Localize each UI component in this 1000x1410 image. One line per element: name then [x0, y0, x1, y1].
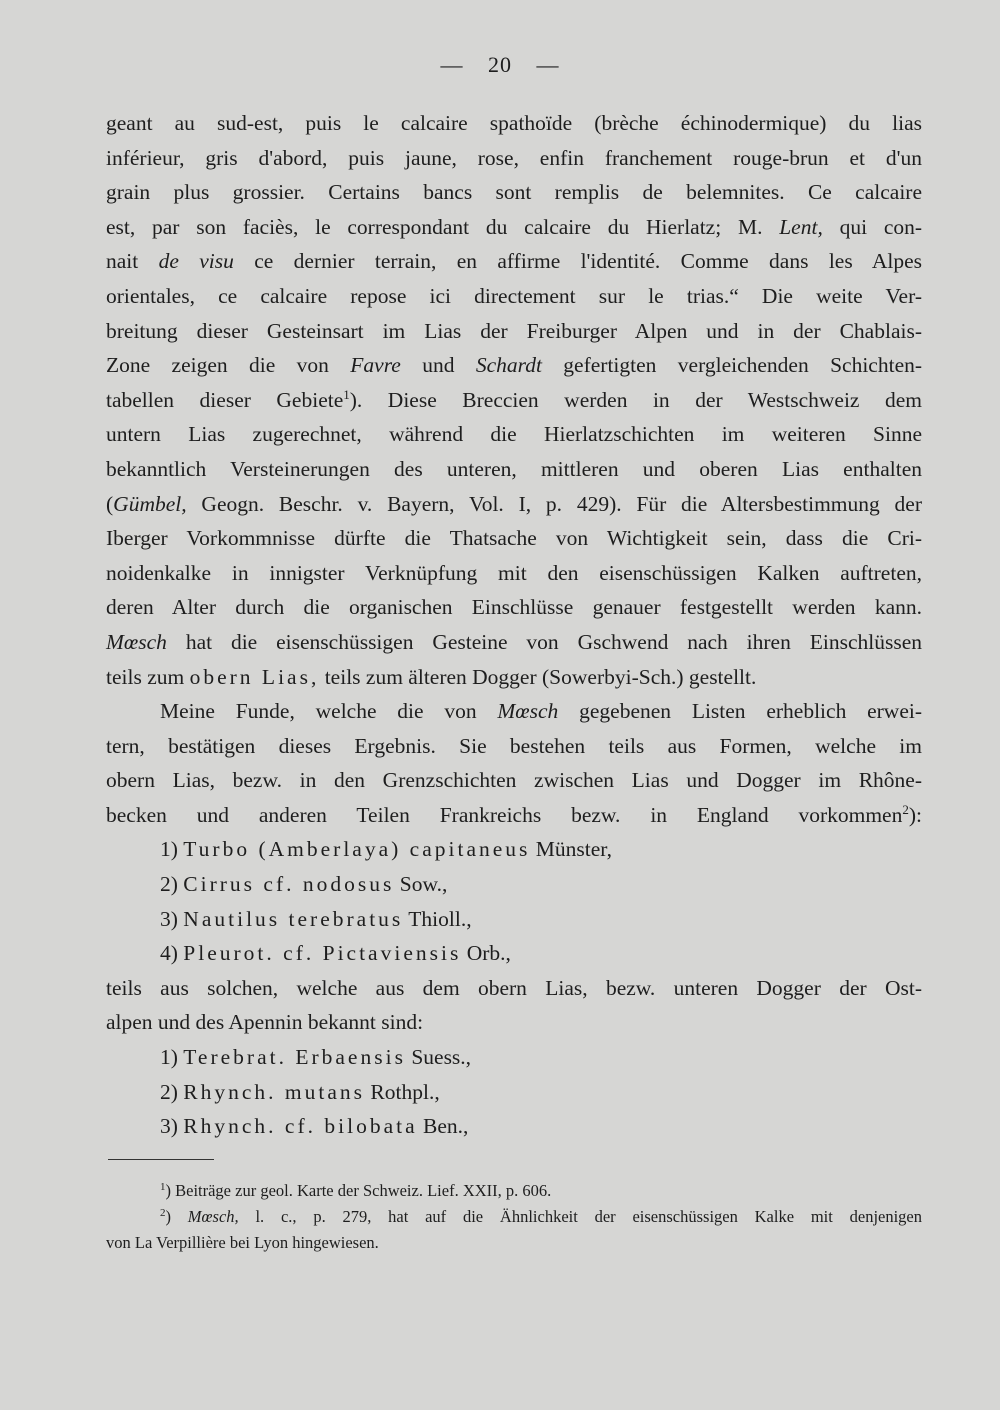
footnote-text: ) Beiträge zur geol. Karte der Schweiz. Lief. XXII, p. 606. — [165, 1181, 552, 1200]
species-author: Ben., — [423, 1114, 469, 1139]
footnote-text: l. c., p. 279, hat auf die Ähnlichkeit der eisenschüssigen Kalke mit denjenigen — [255, 1207, 923, 1226]
species-author: Rothpl., — [370, 1079, 440, 1104]
list-number: 2) — [160, 1079, 178, 1104]
text-run: Meine Funde, welche die von — [160, 699, 477, 724]
text-line: inférieur, gris d'abord, puis jaune, rose, enfin franchement rouge-brun et d'un — [106, 145, 922, 170]
species-name: Terebrat. Erbaensis — [183, 1045, 406, 1070]
footnotes — [106, 1178, 922, 1256]
text-run: gegebenen Listen erheblich erwei- — [579, 699, 923, 724]
text-run: hat die eisenschüssigen Gesteine von Gschwend nach ihren Einschlüssen — [185, 629, 923, 654]
list-item — [106, 936, 922, 971]
text-line: teils aus solchen, welche aus dem obern Lias, bezw. unteren Dogger der Ost- — [106, 975, 922, 1000]
text-line — [106, 244, 922, 279]
text-run: und — [422, 353, 455, 378]
list-item — [106, 1040, 922, 1075]
text-line: untern Lias zugerechnet, während die Hierlatzschichten im weiteren Sinne — [106, 422, 922, 447]
text-line: geant au sud-est, puis le calcaire spathoïde (brèche échinodermique) du lias — [106, 111, 922, 135]
text-run: ( — [106, 491, 114, 516]
page-number: 20 — [488, 52, 512, 77]
list-number: 2) — [160, 872, 178, 897]
text-run: ce dernier terrain, en affirme l'identité. Comme dans les Alpes — [254, 249, 923, 274]
author-name: Schardt — [475, 353, 542, 378]
text-line — [106, 625, 922, 660]
text-line — [106, 383, 922, 418]
text-line: alpen und des Apennin bekannt sind: — [106, 1010, 424, 1035]
footnote-ref: 1 — [343, 386, 350, 402]
list-item — [106, 867, 922, 902]
text-line: bekanntlich Versteinerungen des unteren, mittleren und oberen Lias enthalten — [106, 456, 922, 481]
species-name: Pleurot. cf. Pictaviensis — [183, 941, 462, 966]
list-number: 4) — [160, 941, 178, 966]
text-run: qui con- — [839, 214, 923, 239]
spaced-term: obern Lias, — [189, 664, 320, 689]
footnote-continuation: von La Verpillière bei Lyon hingewiesen. — [106, 1233, 379, 1252]
species-name: Rhynch. cf. bilobata — [183, 1114, 418, 1139]
author-name: Mœsch — [106, 629, 167, 654]
text-run: ). Diese Breccien werden in der Westschweiz dem — [349, 387, 922, 412]
text-run: Geogn. Beschr. v. Bayern, Vol. I, p. 429). Für die Altersbestimmung der — [201, 491, 923, 516]
species-author: Orb., — [466, 941, 511, 966]
text-line: obern Lias, bezw. in den Grenzschichten zwischen Lias und Dogger im Rhône- — [106, 768, 922, 793]
text-run: ): — [908, 802, 922, 827]
species-name: Cirrus cf. nodosus — [183, 872, 395, 897]
list-item — [106, 832, 922, 867]
text-run: teils zum älteren Dogger (Sowerbyi-Sch.) gestellt. — [324, 664, 757, 689]
text-run: gefertigten vergleichenden Schichten- — [563, 353, 923, 378]
author-name: Favre — [350, 353, 401, 378]
author-name: Mœsch, — [187, 1207, 239, 1226]
text-run: teils zum — [106, 664, 185, 689]
page-header — [0, 52, 1000, 78]
author-name: Lent, — [779, 214, 823, 239]
text-line: deren Alter durch die organischen Einschlüsse genauer festgestellt werden kann. — [106, 595, 922, 620]
text-run: tabellen dieser Gebiete — [106, 387, 344, 412]
footnote-marker: 2 — [160, 1207, 166, 1219]
header-dash-right: — — [536, 52, 560, 77]
species-author: Münster, — [535, 837, 612, 862]
species-name: Turbo (Amberlaya) capitaneus — [183, 837, 531, 862]
text-line — [106, 487, 922, 522]
list-item — [106, 902, 922, 937]
species-author: Suess., — [411, 1045, 472, 1070]
text-line — [106, 660, 922, 695]
list-number: 3) — [160, 1114, 178, 1139]
text-line: noidenkalke in innigster Verknüpfung mit den eisenschüssigen Kalken auftreten, — [106, 560, 922, 585]
text-line: Iberger Vorkommnisse dürfte die Thatsache von Wichtigkeit sein, dass die Cri- — [106, 526, 922, 551]
text-line — [106, 210, 922, 245]
list-number: 3) — [160, 906, 178, 931]
list-item — [106, 1109, 922, 1144]
species-name: Rhynch. mutans — [183, 1079, 366, 1104]
author-name: Gümbel, — [113, 491, 187, 516]
body-text — [106, 106, 922, 1144]
footnote — [106, 1178, 922, 1204]
text-line: grain plus grossier. Certains bancs sont remplis de belemnites. Ce calcaire — [106, 180, 922, 205]
text-line — [106, 798, 922, 833]
text-line — [106, 348, 922, 383]
author-name: Mœsch — [497, 699, 559, 724]
latin-phrase: de visu — [158, 249, 234, 274]
text-run: becken und anderen Teilen Frankreichs bezw. in England vorkommen — [106, 802, 903, 827]
species-author: Thioll., — [408, 906, 472, 931]
list-number: 1) — [160, 1045, 178, 1070]
text-line: tern, bestätigen dieses Ergebnis. Sie bestehen teils aus Formen, welche im — [106, 733, 922, 758]
species-author: Sow., — [399, 872, 448, 897]
text-line: breitung dieser Gesteinsart im Lias der Freiburger Alpen und in der Chablais- — [106, 318, 922, 343]
text-line: orientales, ce calcaire repose ici directement sur le trias.“ Die weite Ver- — [106, 283, 922, 308]
text-run: Zone zeigen die von — [106, 353, 329, 378]
text-run: nait — [106, 249, 139, 274]
text-line — [106, 694, 922, 729]
text-run: est, par son faciès, le correspondant du calcaire du Hierlatz; M. — [106, 214, 763, 239]
list-number: 1) — [160, 837, 178, 862]
footnote-ref: 2 — [902, 801, 909, 817]
footnote-marker: 1 — [160, 1181, 166, 1193]
species-name: Nautilus terebratus — [183, 906, 404, 931]
footnote — [106, 1204, 922, 1230]
footnote-text: ) — [165, 1207, 171, 1226]
header-dash-left: — — [440, 52, 464, 77]
list-item — [106, 1075, 922, 1110]
footnote-divider — [108, 1159, 214, 1160]
